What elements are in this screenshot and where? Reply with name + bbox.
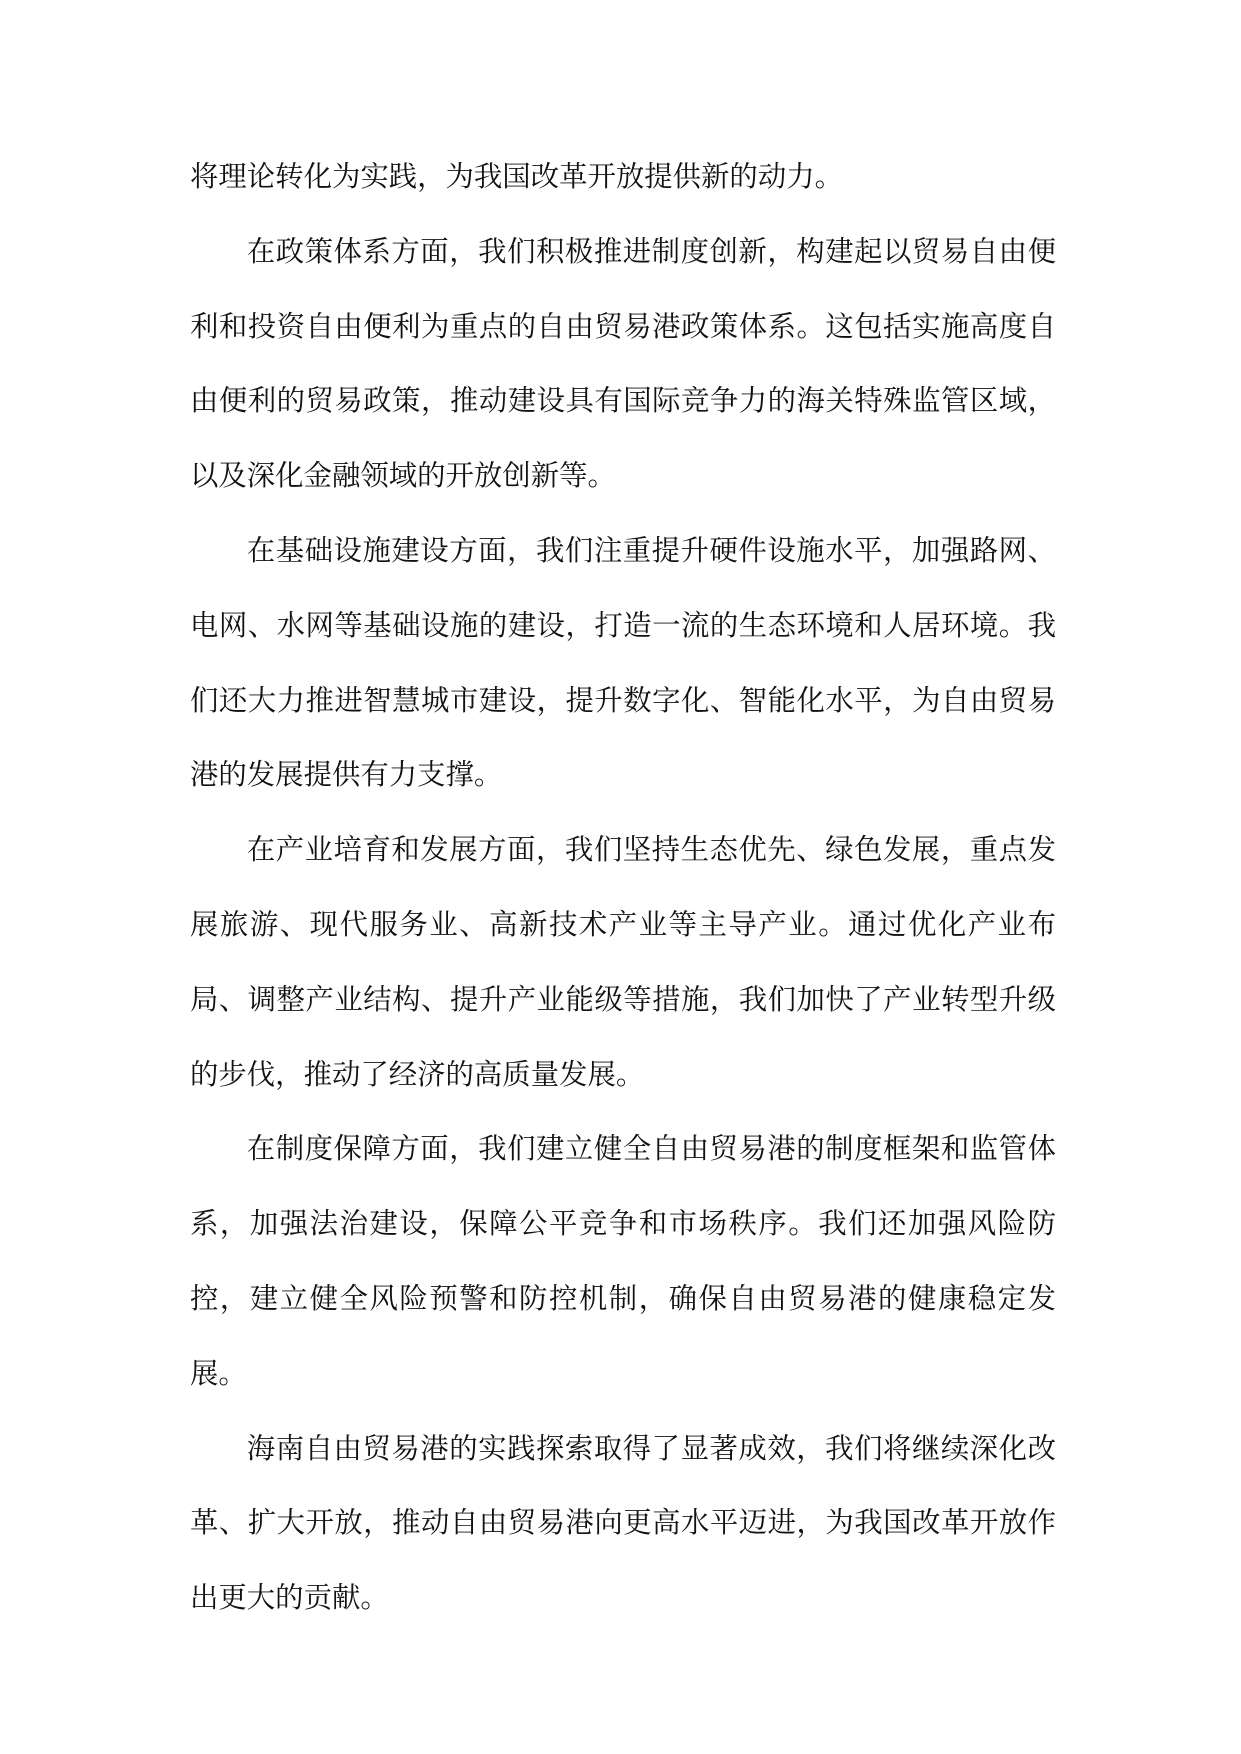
paragraph-industry: 在产业培育和发展方面，我们坚持生态优先、绿色发展，重点发展旅游、现代服务业、高新技术产业等主导产业。通过优化产业布局、调整产业结构、提升产业能级等措施，我们加快了产业转型升级的步伐，推动了经济的高质量发展。 bbox=[190, 833, 1056, 1091]
paragraph-institutional-guarantee: 在制度保障方面，我们建立健全自由贸易港的制度框架和监管体系，加强法治建设，保障公平竞争和市场秩序。我们还加强风险防控，建立健全风险预警和防控机制，确保自由贸易港的健康稳定发展。 bbox=[190, 1132, 1056, 1390]
paragraph-infrastructure: 在基础设施建设方面，我们注重提升硬件设施水平，加强路网、电网、水网等基础设施的建设，打造一流的生态环境和人居环境。我们还大力推进智慧城市建设，提升数字化、智能化水平，为自由贸易港的发展提供有力支撑。 bbox=[190, 533, 1056, 792]
paragraph-policy-system: 在政策体系方面，我们积极推进制度创新，构建起以贸易自由便利和投资自由便利为重点的自由贸易港政策体系。这包括实施高度自由便利的贸易政策，推动建设具有国际竞争力的海关特殊监管区域，以及深化金融领域的开放创新等。 bbox=[190, 234, 1056, 493]
document-body bbox=[190, 140, 1056, 1636]
paragraph-conclusion: 海南自由贸易港的实践探索取得了显著成效，我们将继续深化改革、扩大开放，推动自由贸易港向更高水平迈进，为我国改革开放作出更大的贡献。 bbox=[190, 1431, 1056, 1615]
paragraph-continuation: 将理论转化为实践，为我国改革开放提供新的动力。 bbox=[190, 160, 843, 193]
